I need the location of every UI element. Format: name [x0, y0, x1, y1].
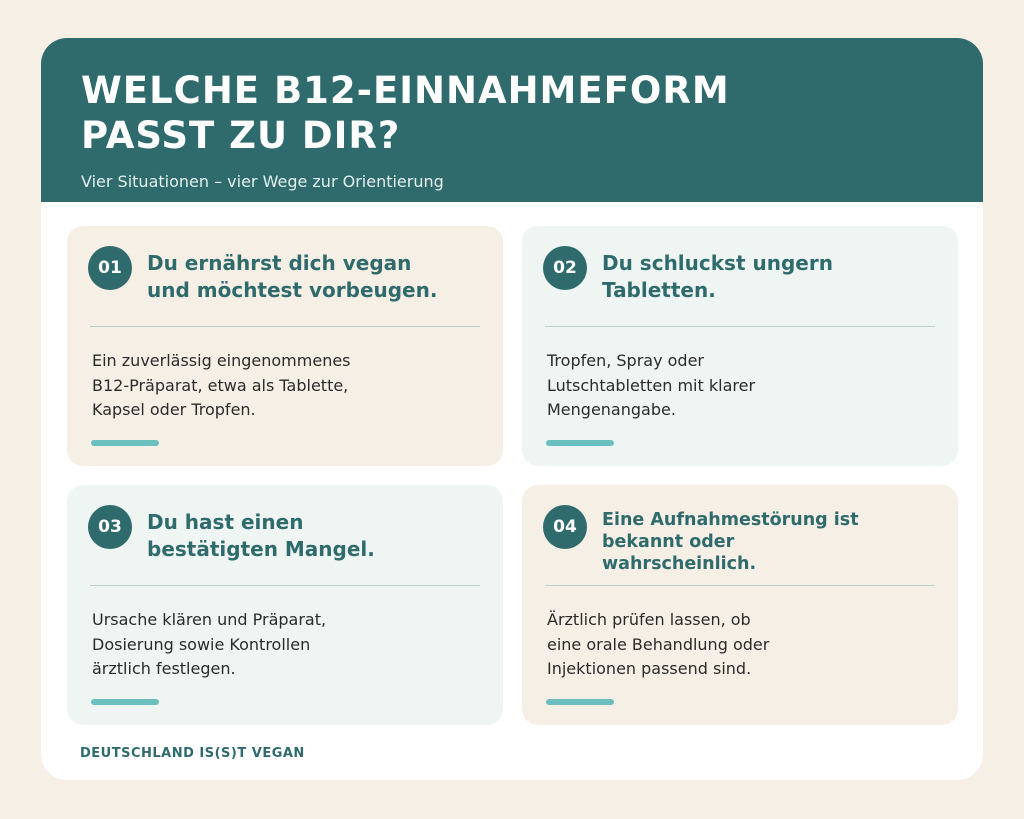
card-body-line: Ein zuverlässig eingenommenes: [92, 351, 351, 370]
card-body: [547, 349, 937, 423]
card-divider: [90, 585, 480, 586]
card-title: [602, 250, 947, 304]
page-subtitle: Vier Situationen – vier Wege zur Orientierung: [81, 172, 444, 191]
card-title-line: bestätigten Mangel.: [147, 537, 375, 561]
page-title: [81, 68, 901, 158]
card-title: [147, 509, 492, 563]
card-title-line: bekannt oder: [602, 532, 735, 552]
card-number-badge: 02: [543, 246, 587, 290]
card-accent-bar: [546, 699, 614, 705]
situation-card-1: [67, 226, 503, 466]
title-line: PASST ZU DIR?: [81, 114, 401, 157]
card-body: [92, 608, 482, 682]
card-body-line: Dosierung sowie Kontrollen: [92, 634, 311, 654]
card-body-line: Lutschtabletten mit klarer: [547, 375, 756, 395]
card-body-line: B12-Präparat, etwa als Tablette,: [92, 375, 349, 395]
card-divider: [545, 585, 935, 586]
card-number-badge: 04: [543, 505, 587, 549]
card-body-line: Ärztlich prüfen lassen, ob: [547, 610, 751, 629]
card-body-line: Injektionen passend sind.: [547, 659, 752, 678]
situation-card-3: [67, 485, 503, 725]
card-title-line: Du hast einen: [147, 510, 304, 534]
situation-card-2: [522, 226, 958, 466]
card-title-line: und möchtest vorbeugen.: [147, 278, 438, 302]
card-title-line: Du ernährst dich vegan: [147, 251, 412, 275]
header-banner: [41, 38, 983, 202]
situation-card-4: [522, 485, 958, 725]
card-accent-bar: [91, 699, 159, 705]
infographic-panel: [41, 38, 983, 780]
card-title-line: Eine Aufnahmestörung ist: [602, 510, 859, 530]
brand-footer: DEUTSCHLAND IS(S)T VEGAN: [80, 746, 305, 761]
card-title-line: Tabletten.: [602, 278, 716, 302]
title-line: WELCHE B12-EINNAHMEFORM: [81, 69, 730, 112]
card-title-line: Du schluckst ungern: [602, 251, 833, 275]
card-body-line: Ursache klären und Präparat,: [92, 610, 327, 629]
card-divider: [90, 326, 480, 327]
card-body-line: Tropfen, Spray oder: [547, 351, 704, 370]
card-body-line: Mengenangabe.: [547, 400, 676, 419]
card-divider: [545, 326, 935, 327]
card-number-badge: 03: [88, 505, 132, 549]
card-body: [92, 349, 482, 423]
card-title: [147, 250, 492, 304]
card-accent-bar: [91, 440, 159, 446]
card-title: [602, 509, 947, 575]
card-title-line: wahrscheinlich.: [602, 554, 757, 574]
card-body-line: Kapsel oder Tropfen.: [92, 400, 256, 419]
card-body: [547, 608, 937, 682]
card-number-badge: 01: [88, 246, 132, 290]
card-accent-bar: [546, 440, 614, 446]
card-body-line: eine orale Behandlung oder: [547, 634, 770, 654]
card-body-line: ärztlich festlegen.: [92, 659, 236, 678]
